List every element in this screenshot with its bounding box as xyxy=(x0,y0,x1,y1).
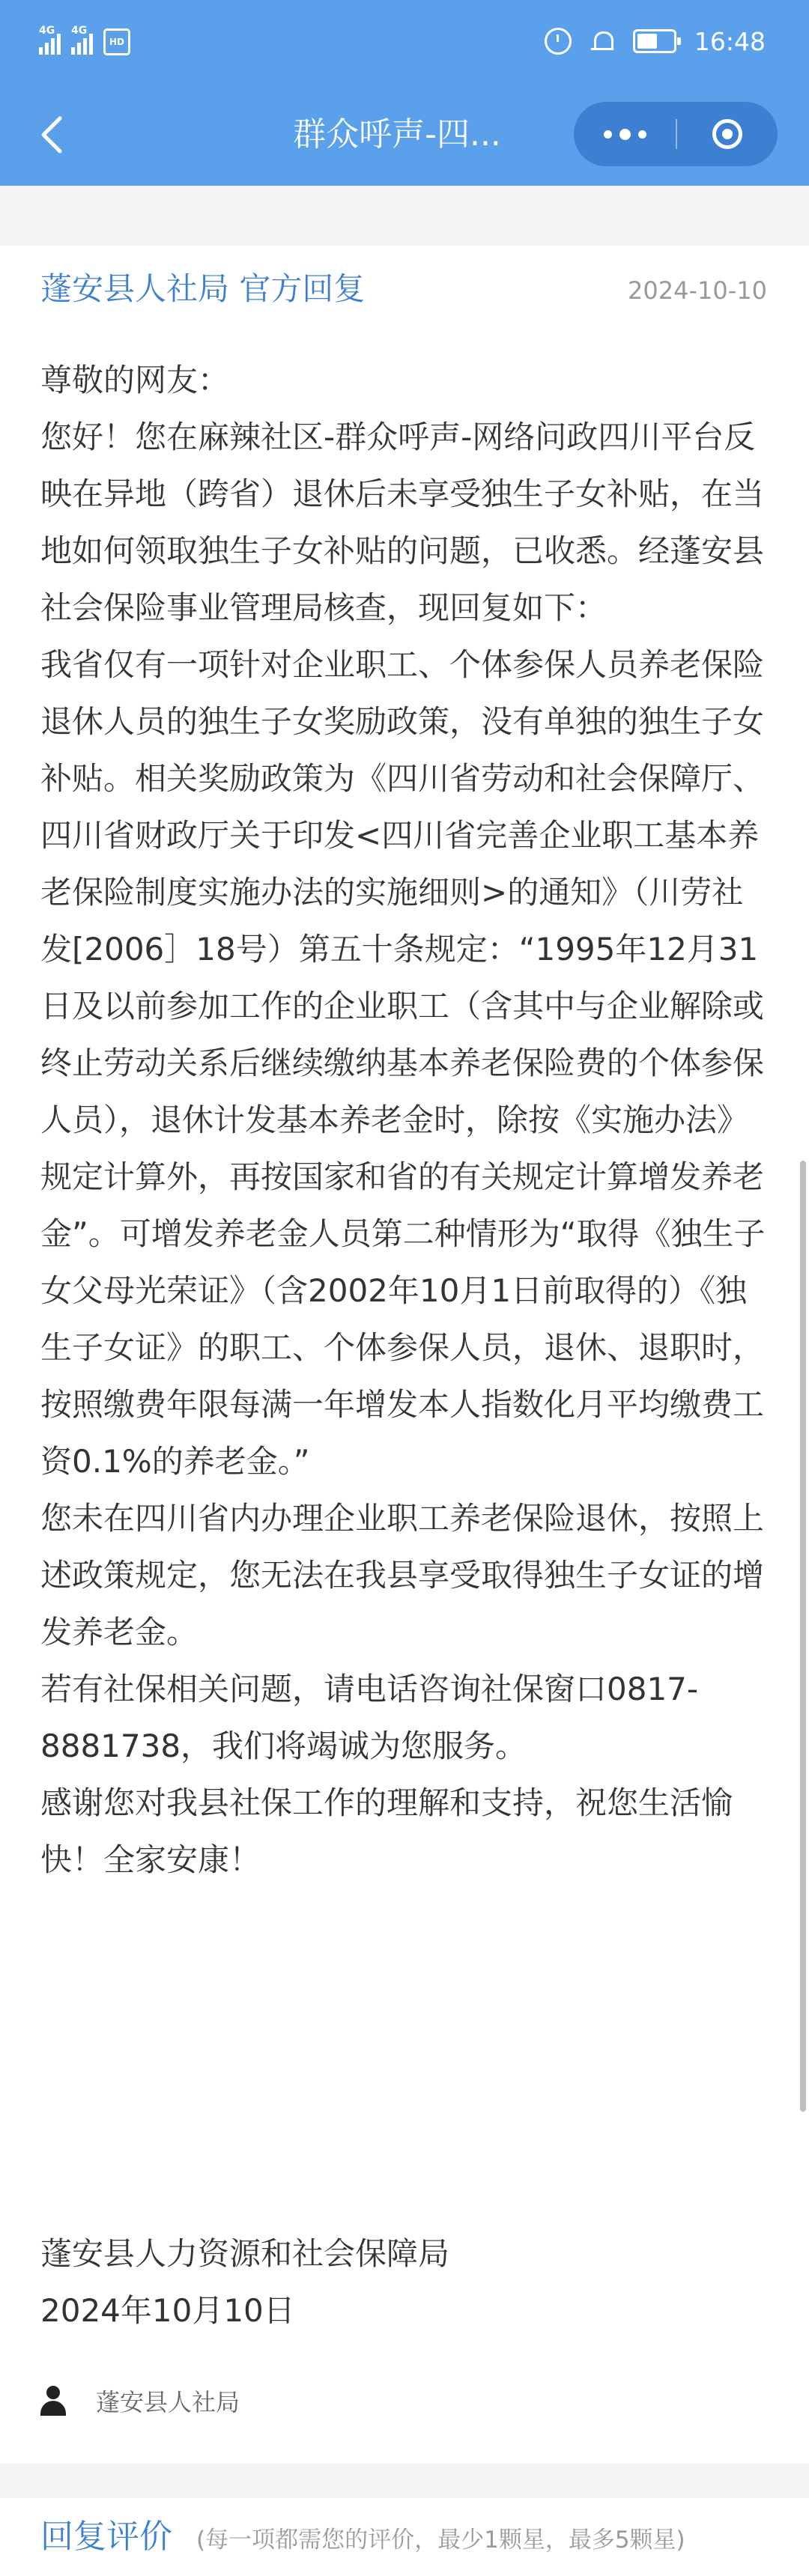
chevron-left-icon xyxy=(37,115,67,154)
more-dot-icon xyxy=(604,130,612,139)
page-title: 群众呼声-四... xyxy=(293,115,501,154)
signal-label-1: 4G xyxy=(39,25,55,37)
rating-note: (每一项都需您的评价，最少1颗星，最多5颗星) xyxy=(196,2527,685,2554)
alarm-icon xyxy=(545,28,572,55)
status-left xyxy=(39,25,130,58)
content-paragraph: 感谢您对我县社保工作的理解和支持，祝您生活愉快！全家安康！ xyxy=(40,1784,733,1878)
more-dot-icon xyxy=(638,130,646,139)
hd-label: HD xyxy=(109,37,124,47)
reply-org: 蓬安县人社局 官方回复 xyxy=(40,270,366,307)
reply-header xyxy=(0,246,809,328)
app-header xyxy=(0,0,809,186)
close-button[interactable] xyxy=(677,102,778,166)
reply-content xyxy=(40,352,769,1889)
back-button[interactable] xyxy=(30,112,75,157)
target-close-icon xyxy=(712,119,742,149)
nav-bar xyxy=(0,82,809,186)
section-divider xyxy=(0,2464,809,2498)
signal-label-2: 4G xyxy=(71,25,88,37)
battery-icon xyxy=(633,29,676,53)
user-icon xyxy=(40,2386,66,2416)
rating-section xyxy=(0,2498,809,2576)
hd-icon xyxy=(103,28,130,55)
mini-program-capsule xyxy=(574,102,778,166)
more-dot-icon xyxy=(619,129,631,140)
signature-block xyxy=(40,2226,769,2339)
signal-icon-1 xyxy=(39,25,61,55)
content-paragraph: 若有社保相关问题，请电话咨询社保窗口0817-8881738，我们将竭诚为您服务。 xyxy=(40,1671,699,1764)
content-paragraph: 尊敬的网友： xyxy=(40,362,230,398)
signature-date: 2024年10月10日 xyxy=(40,2292,295,2329)
status-bar xyxy=(0,0,809,82)
status-right xyxy=(545,22,766,60)
more-button[interactable] xyxy=(574,102,676,166)
rating-title: 回复评价 xyxy=(40,2518,172,2556)
author-name: 蓬安县人社局 xyxy=(96,2388,240,2416)
content-paragraph: 您好！您在麻辣社区-群众呼声-网络问政四川平台反映在异地（跨省）退休后未享受独生子女补贴，在当地如何领取独生子女补贴的问题，已收悉。经蓬安县社会保险事业管理局核查，现回复如下： xyxy=(40,419,765,626)
reply-date: 2024-10-10 xyxy=(628,276,767,305)
signature-org: 蓬安县人力资源和社会保障局 xyxy=(40,2235,450,2272)
author-row xyxy=(40,2377,240,2425)
vibrate-bell-icon xyxy=(590,28,615,54)
status-time: 16:48 xyxy=(694,26,766,56)
section-divider xyxy=(0,186,809,246)
content-paragraph: 您未在四川省内办理企业职工养老保险退休，按照上述政策规定，您无法在我县享受取得独生子女证的增发养老金。 xyxy=(40,1500,765,1650)
content-paragraph: 我省仅有一项针对企业职工、个体参保人员养老保险退休人员的独生子女奖励政策，没有单独的独生子女补贴。相关奖励政策为《四川省劳动和社会保障厅、四川省财政厅关于印发<四川省完善企业职工基本养老保险制度实施办法的实施细则>的通知》（川劳社发[2006］18号）第五十条规定：“1995年12月31日及以前参加工作的企业职工（含其中与企业解除或终止劳动关系后继续缴纳基本养老保险费的个体参保人员），退休计发基本养老金时，除按《实施办法》规定计算外，再按国家和省的有关规定计算增发养老金”。可增发养老金人员第二种情形为“取得《独生子女父母光荣证》（含2002年10月1日前取得的）《独生子女证》的职工、个体参保人员，退休、退职时，按照缴费年限每满一年增发本人指数化月平均缴费工资0.1%的养老金。” xyxy=(40,646,766,1480)
scrollbar[interactable] xyxy=(800,1161,806,2112)
signal-icon-2 xyxy=(71,25,93,55)
